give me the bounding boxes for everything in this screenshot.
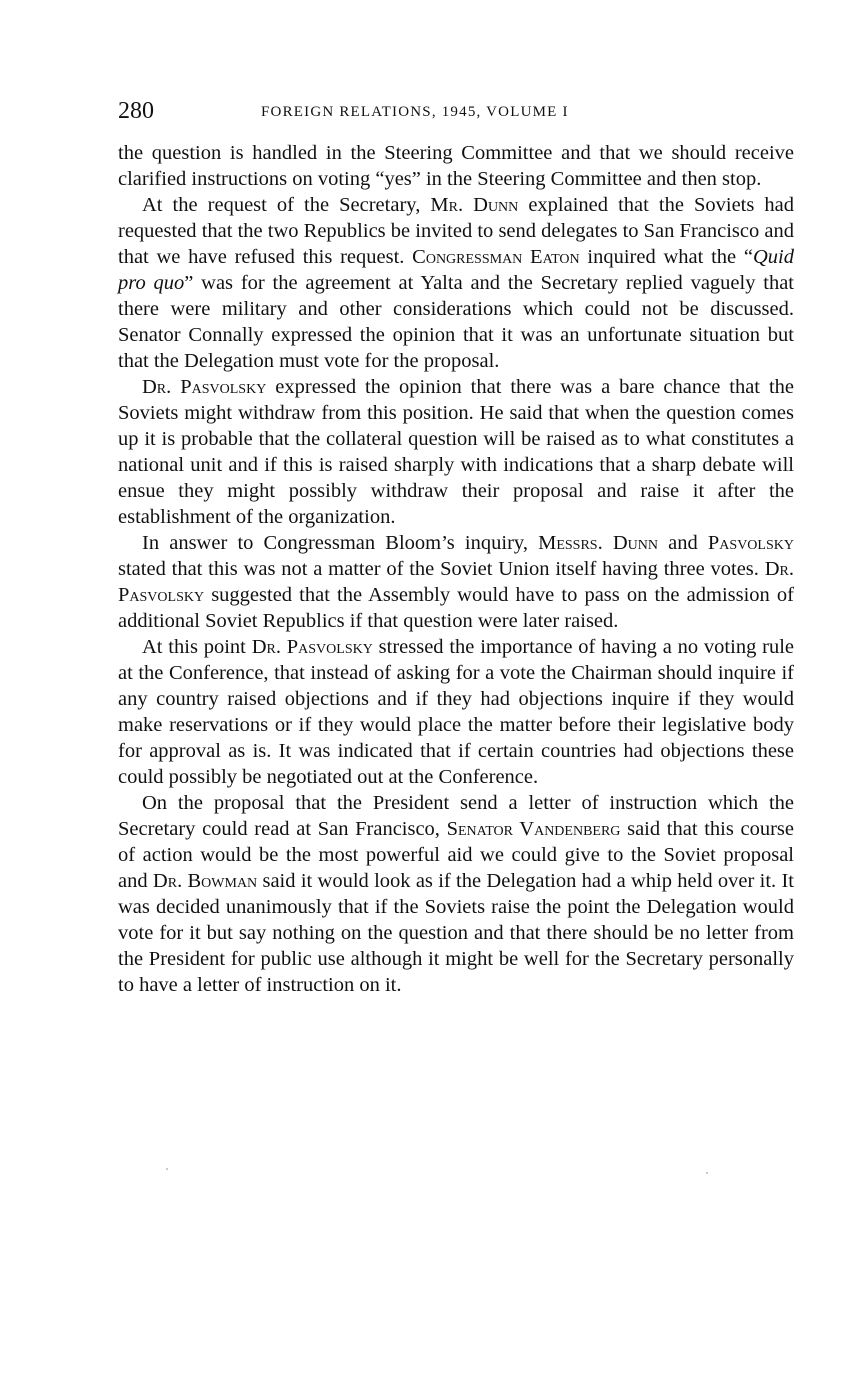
italic-phrase: Quid pro quo [118, 246, 794, 294]
text-run: said it would look as if the Delegation had a whip held over it. It was decided unanimously that if the Soviets raise the point the Delegation would vote for it but say nothing on the question and that there should be no letter from the President for public use although it might be well for the Secretary personally to have a letter of instruction on it. [118, 870, 794, 996]
text-run: stressed the importance of having a no voting rule at the Conference, that instead of asking for a vote the Chairman should inquire if any country raised objections and if they had objections inquire if they would make reservations or if they would place the matter before their legislative body for approval as is. It was indicated that if certain countries had objections these could possibly be negotiated out at the Conference. [118, 636, 794, 788]
text-run: At the request of the Secretary, [142, 194, 431, 216]
text-run: stated that this was not a matter of the Soviet Union itself having three votes. [118, 558, 765, 580]
speaker-name: Pasvolsky [707, 532, 794, 554]
page-number: 280 [118, 98, 154, 124]
text-run: and [657, 532, 708, 554]
paragraph-1-text: the question is handled in the Steering Committee and that we should receive clarified instructions on voting “yes” in the Steering Committee and then stop. [118, 142, 794, 190]
text-run: suggested that the Assembly would have to pass on the admission of additional Soviet Republics if that question were later raised. [118, 584, 794, 632]
text-run: At this point [142, 636, 252, 658]
text-run: said that this course of action would be the most powerful aid we could give to the Soviet proposal and [118, 818, 794, 892]
scan-speck [166, 1168, 168, 1170]
speaker-name: Dr. Bowman [152, 870, 258, 892]
speaker-name: Mr. Dunn [430, 194, 519, 216]
paragraph-3 [118, 374, 794, 530]
paragraph-5 [118, 634, 794, 790]
text-run: In answer to Congressman Bloom’s inquiry, [142, 532, 539, 554]
document-page [118, 96, 794, 998]
text-run: On the proposal that the President send a letter of instruction which the Secretary could read at San Francisco, [118, 792, 794, 840]
speaker-name: Congressman Eaton [412, 246, 580, 268]
text-run: expressed the opinion that there was a bare chance that the Soviets might withdraw from this position. He said that when the question comes up it is probable that the collateral question will be raised as to what constitutes a national unit and if this is raised sharply with indications that a sharp debate will ensue they might possibly withdraw their proposal and raise it after the establishment of the organization. [118, 376, 794, 528]
speaker-name: Senator Vandenberg [446, 818, 621, 840]
speaker-name: Dr. Pasvolsky [251, 636, 373, 658]
text-run: explained that the Soviets had requested that the two Republics be invited to send delegates to San Francisco and that we have refused this request. [118, 194, 794, 268]
running-head [118, 96, 794, 130]
text-run: inquired what the “ [579, 246, 753, 268]
paragraph-4 [118, 530, 794, 634]
speaker-name: Dr. Pasvolsky [118, 558, 794, 606]
speaker-name: Messrs. Dunn [538, 532, 658, 554]
paragraph-2 [118, 192, 794, 374]
running-title: FOREIGN RELATIONS, 1945, VOLUME I [261, 104, 569, 120]
paragraph-1 [118, 140, 794, 192]
text-run: ” was for the agreement at Yalta and the Secretary replied vaguely that there were military and other considerations which could not be discussed. Senator Connally expressed the opinion that it was an unfortunate situation but that the Delegation must vote for the proposal. [118, 272, 794, 372]
paragraph-6 [118, 790, 794, 998]
speaker-name: Dr. Pasvolsky [142, 376, 267, 398]
body-text [118, 140, 794, 998]
scan-speck [706, 1172, 708, 1174]
